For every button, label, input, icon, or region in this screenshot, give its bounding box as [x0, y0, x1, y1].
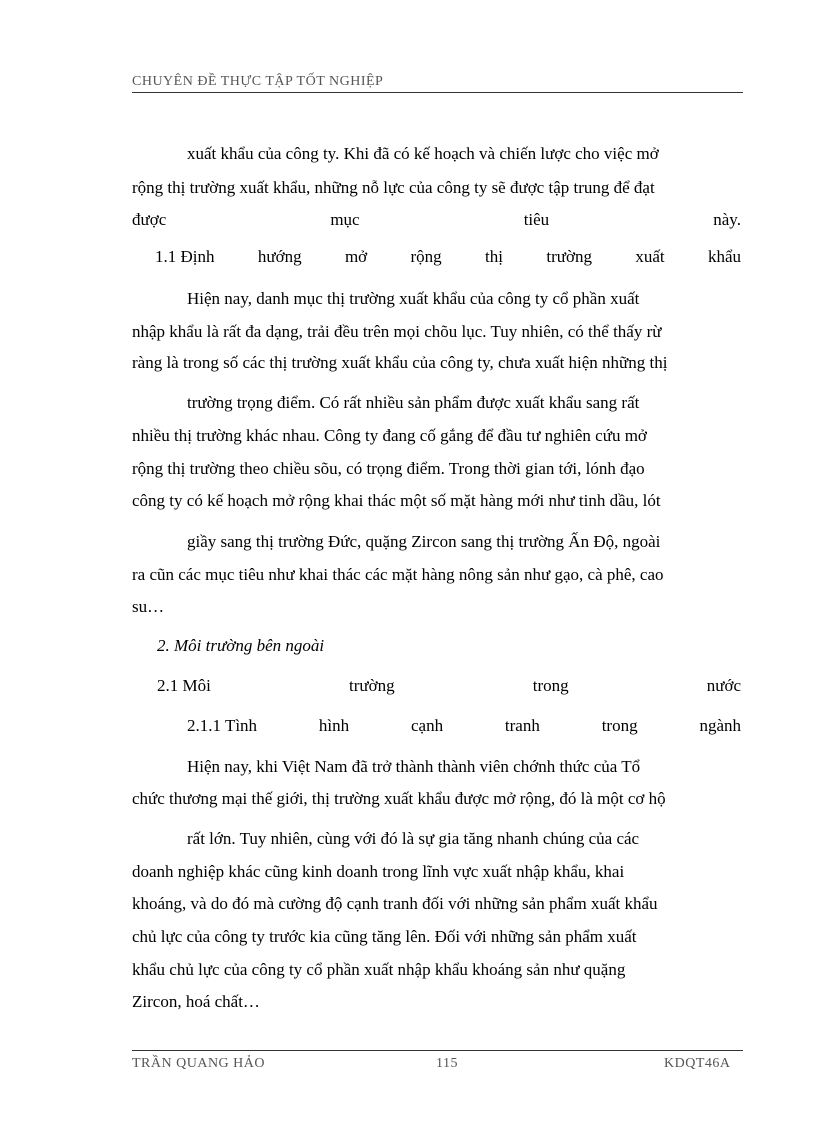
word: được	[132, 210, 167, 229]
word: nước	[706, 676, 741, 695]
section-heading-2-1	[157, 676, 741, 696]
word: tranh	[504, 716, 540, 735]
text-line: nhiều thị trường khác nhau. Công ty đang cố gắng để đầu tư nghiên cứu mở	[132, 426, 647, 445]
header-rule	[132, 92, 743, 93]
word: trong	[601, 716, 638, 735]
text-line: doanh nghiệp khác cũng kinh doanh trong lĩnh vực xuất nhập khẩu, khai	[132, 862, 625, 881]
text-line: ràng là trong số các thị trường xuất khẩu của công ty, chưa xuất hiện những thị	[132, 353, 668, 372]
text-line: khoáng, và do đó mà cường độ cạnh tranh đối với những sản phẩm xuất khẩu	[132, 894, 658, 913]
text-line: nhập khẩu là rất đa dạng, trải đều trên mọi chõu lục. Tuy nhiên, có thể thấy rừ	[132, 322, 662, 341]
word: ngành	[699, 716, 741, 735]
footer-author: TRẦN QUANG HẢO	[132, 1056, 265, 1071]
word: tiêu	[523, 210, 550, 229]
text-line: Hiện nay, khi Việt Nam đã trở thành thành viên chớnh thức của Tổ	[187, 757, 641, 776]
word: khẩu	[707, 247, 741, 266]
footer-rule	[132, 1050, 743, 1051]
word: thị	[485, 247, 503, 266]
section-heading-2-1-1	[187, 716, 741, 736]
text-line: chức thương mại thế giới, thị trường xuất khẩu được mở rộng, đó là một cơ hộ	[132, 789, 666, 808]
text-line: giầy sang thị trường Đức, quặng Zircon sang thị trường Ấn Độ, ngoài	[187, 532, 661, 551]
page-header: CHUYÊN ĐỀ THỰC TẬP TỐT NGHIỆP	[132, 74, 384, 89]
word: rộng	[410, 247, 442, 266]
text-line-justified	[132, 210, 741, 230]
word: trường	[546, 247, 592, 266]
text-line: su…	[132, 597, 165, 616]
word: này.	[713, 210, 741, 229]
text-line: ra cũn các mục tiêu như khai thác các mặt hàng nông sản như gạo, cà phê, cao	[132, 565, 664, 584]
word: mở	[344, 247, 368, 266]
word: 1.1 Định	[155, 247, 215, 266]
text-line: rộng thị trường theo chiều sõu, có trọng điểm. Trong thời gian tới, lónh đạo	[132, 459, 645, 478]
text-line: xuất khẩu của công ty. Khi đã có kế hoạch và chiến lược cho việc mở	[187, 144, 659, 163]
text-line: Zircon, hoá chất…	[132, 992, 260, 1011]
word: trường	[348, 676, 395, 695]
word: 2.1 Môi	[157, 676, 211, 695]
text-line: chủ lực của công ty trước kia cũng tăng lên. Đối với những sản phẩm xuất	[132, 927, 637, 946]
text-line: rất lớn. Tuy nhiên, cùng với đó là sự gia tăng nhanh chúng của các	[187, 829, 640, 848]
word: trong	[532, 676, 569, 695]
word: 2.1.1 Tình	[187, 716, 258, 735]
page-number: 115	[436, 1056, 458, 1071]
section-heading-2: 2. Môi trường bên ngoài	[157, 636, 325, 655]
text-line: Hiện nay, danh mục thị trường xuất khẩu của công ty cổ phần xuất	[187, 289, 640, 308]
section-heading-1-1	[155, 247, 741, 267]
text-line: khẩu chủ lực của công ty cổ phần xuất nhập khẩu khoáng sản như quặng	[132, 960, 626, 979]
word: hướng	[257, 247, 302, 266]
footer-class: KDQT46A	[664, 1056, 731, 1071]
word: cạnh	[410, 716, 444, 735]
word: xuất	[635, 247, 665, 266]
text-line: trường trọng điểm. Có rất nhiều sản phẩm được xuất khẩu sang rất	[187, 393, 640, 412]
word: hình	[318, 716, 350, 735]
text-line: rộng thị trường xuất khẩu, những nỗ lực của công ty sẽ được tập trung để đạt	[132, 178, 655, 197]
word: mục	[330, 210, 360, 229]
text-line: công ty có kế hoạch mở rộng khai thác một số mặt hàng mới như tinh dầu, lót	[132, 491, 661, 510]
